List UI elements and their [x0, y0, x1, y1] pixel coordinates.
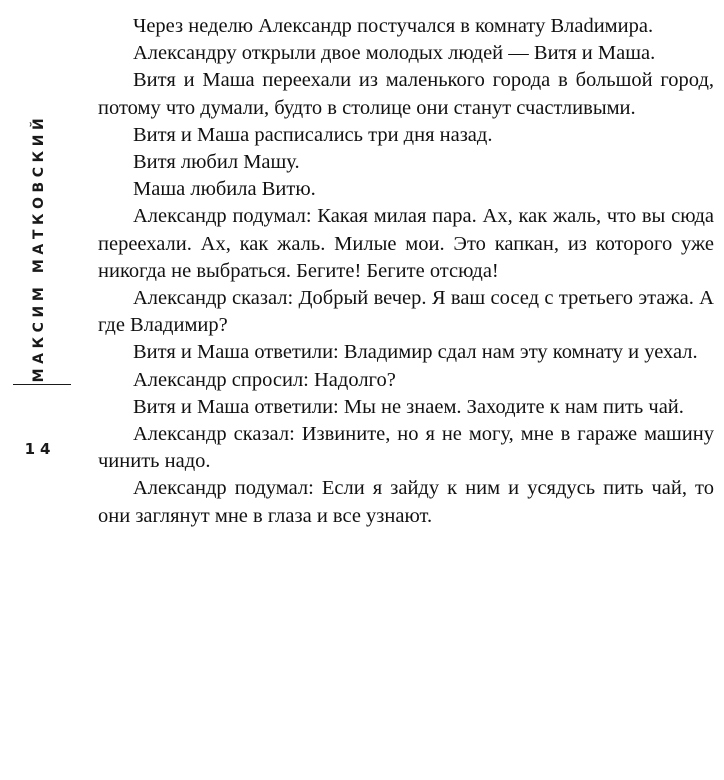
running-head-author: МАКСИМ МАТКОВСКИЙ [31, 113, 47, 383]
paragraph: Витя любил Машу. [133, 151, 300, 174]
paragraph: Витя и Маша ответили: Мы не знаем. Заходите к нам пить чай. [133, 395, 684, 418]
page-margin [0, 0, 80, 780]
body-text [98, 13, 714, 530]
paragraph: Александр спросил: Надолго? [133, 368, 396, 391]
paragraph: Александр подумал: Если я зайду к ним и усядусь пить чай, то они заглянут мне в глаза и все узнают. [98, 477, 714, 527]
paragraph: Через неделю Александр постучался в комнату Влаdимира. [133, 15, 654, 37]
paragraph: Витя и Маша переехали из маленького города в большой город, потому что думали, будто в столице они станут счастливыми. [98, 69, 714, 119]
paragraph: Александр сказал: Извините, но я не могу, мне в гараже машину чинить надо. [98, 423, 714, 473]
paragraph: Александру открыли двое молодых людей — Витя и Маша. [133, 42, 656, 65]
margin-divider [13, 384, 71, 385]
paragraph: Александр сказал: Добрый вечер. Я ваш сосед с третьего этажа. А где Владимир? [98, 287, 714, 337]
paragraph: Александр подумал: Какая милая пара. Ах, как жаль, что вы сюда переехали. Ах, как жаль. Милые мои. Это капкан, из которого уже никогда не выбраться. Бегите! Бегите отсюда! [98, 205, 714, 282]
paragraph: Маша любила Витю. [133, 178, 316, 201]
page-number: 14 [24, 440, 56, 458]
paragraph: Витя и Маша расписались три дня назад. [133, 123, 493, 146]
paragraph: Витя и Маша ответили: Владимир сдал нам эту комнату и уехал. [133, 341, 698, 364]
